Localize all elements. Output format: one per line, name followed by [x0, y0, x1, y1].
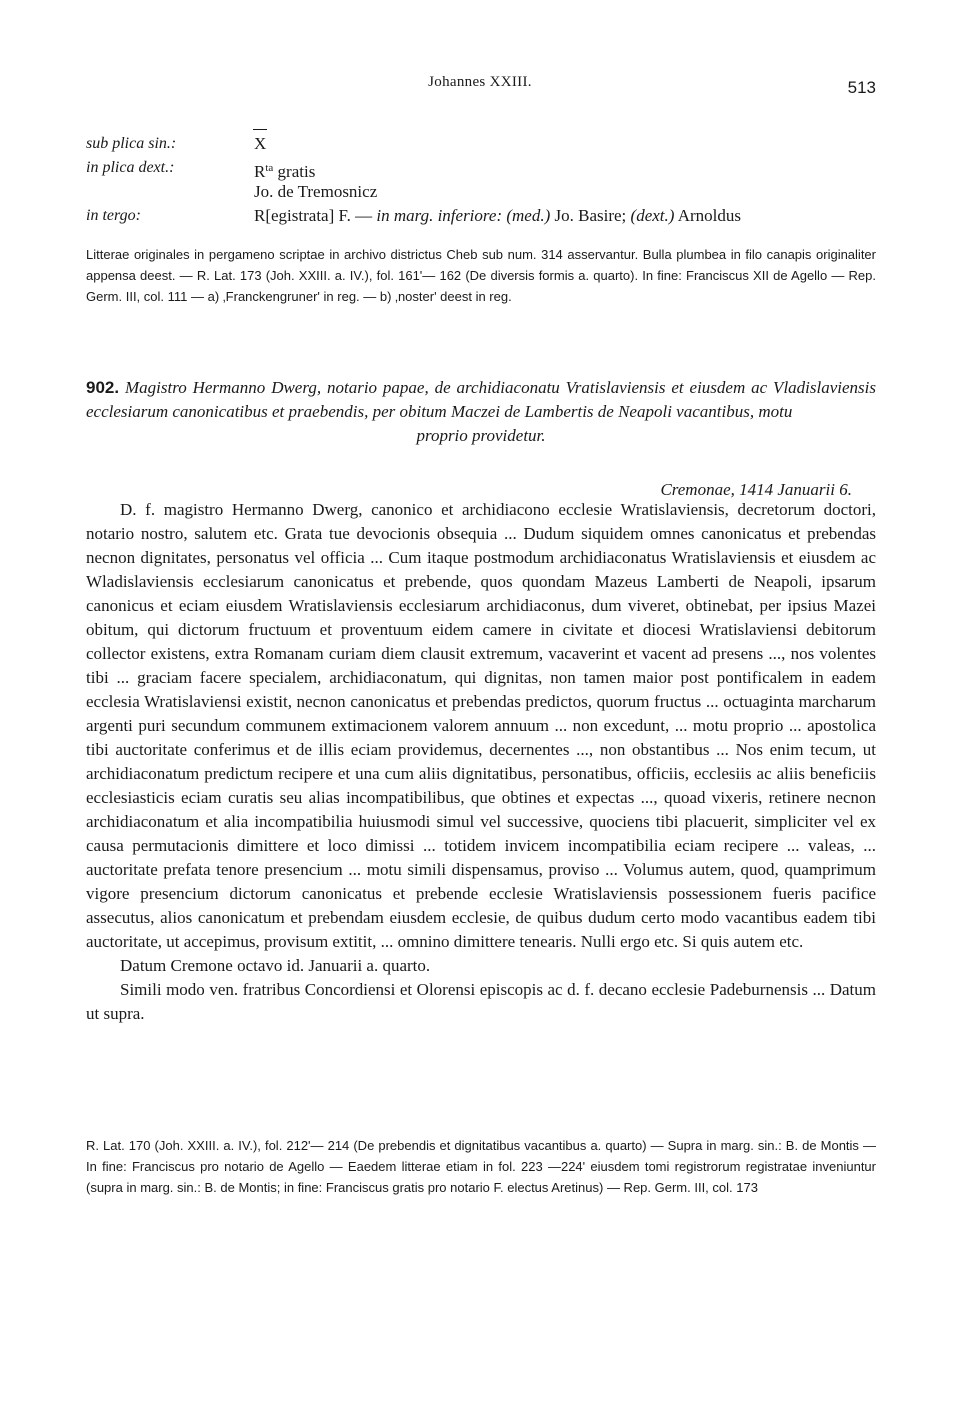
dateline: Cremonae, 1414 Januarii 6.: [660, 480, 852, 499]
sub-plica-label: sub plica sin.:: [86, 135, 177, 152]
in-tergo-label: in tergo:: [86, 207, 141, 224]
entry-regest-end: proprio providetur.: [416, 426, 546, 445]
archival-note-top: Litterae originales in pergameno scriptae in archivo districtus Cheb sub num. 314 asservantur. Bulla plumbea in filo canapis originaliter appensa deest. — R. Lat. 173 (Joh. XXIII. a. IV.), fol. 161'— 162 (De diversis formis a. quarto). In fine: Franciscus XII de Agello — Rep. Germ. III, col. 111 — a) ‚Franckengruner' in reg. — b) ‚noster' deest in reg.: [86, 247, 876, 304]
document-body: [86, 498, 876, 1026]
entry-regest: Magistro Hermanno Dwerg, notario papae, de archidiaconatu Vratislaviensis et eiusdem ac Vladislaviensis ecclesiarum canonicatibus et praebendis, per obitum Maczei de Lambertis de Neapoli vacantibus, motu: [86, 378, 876, 421]
entry-number: 902.: [86, 378, 120, 397]
in-plica-value: $R^{ta}$ gratis: [254, 162, 316, 181]
running-title: Johannes XXIII.: [428, 74, 532, 90]
in-tergo-row: [86, 204, 876, 228]
entry-heading: [86, 376, 876, 448]
in-plica-row-2: [86, 180, 876, 204]
in-plica-signature: Jo. de Tremosnicz: [254, 182, 378, 201]
sub-plica-row: [86, 132, 876, 156]
sub-plica-value: X: [254, 132, 266, 156]
page-number: 513: [847, 78, 876, 97]
body-paragraph-1: D. f. magistro Hermanno Dwerg, canonico et archidiacono ecclesie Wratislaviensis, decretorum doctori, notario nostro, salutem etc. Grata tue devocionis obsequia ... Dudum siquidem omnes canonicatus et prebendas necnon dignitates, personatus vel officia ... Cum itaque postmodum archidiaconatus Wratislaviensis et eiusdem ac Wladislaviensis ecclesiarum canonicatus et prebende, quos quondam Mazeus Lamberti de Neapoli, ipsarum canonicus et eciam eiusdem Wratislaviensis ecclesiarum archidiaconus, dum viveret, obtinebat, per ipsius Mazei obitum, qui dictorum fructuum et proventuum eidem camere in civitate et diocesi Wratislaviensi debitorum collector existens, extra Romanam curiam diem clausit extremum, vacaverint et vacent ad presens ..., nos volentes tibi ... graciam facere specialem, archidiaconatum, qui dignitas, non tamen maior post pontificalem in eadem ecclesia Wratislaviensi existit, necnon canonicatus et prebendas predictos, quorum fructus ... octuaginta marcharum argenti puri secundum communem extimacionem valorem annuum ... non excedunt, ... motu proprio ... apostolica tibi auctoritate conferimus et de illis eciam providemus, decernentes ..., non obstantibus ... Nos enim tecum, ut archidiaconatum predictum recipere et una cum aliis dignitatibus, personatibus, officiis, ecclesiis ac aliis beneficiis ecclesiasticis eciam curatis seu alias incompatibilibus, que obtines et expectas ..., quoad vixeris, retinere necnon archidiaconatum et alia incompatibilia huiusmodi simul vel successive, quociens tibi placuerit, simpliciter vel ex causa permutacionis dimittere et loco dimissi ... totidem invicem incompatibilia eciam recipere ... valeas, ... auctoritate prefata tenore presencium ... motu simili dispensamus, proviso ... Volumus autem, quod, quamprimum vigore presencium dictorum canonicatus et prebende ecclesie Wratislaviensis possessionem fueris pacifice assecutus, alios canonicatum et prebendam eiusdem ecclesie, de quibus dudum certo modo vacantibus eadem tibi auctoritate, ut accepimus, provisum extitit, ... omnino dimittere tenearis. Nulli ergo etc. Si quis autem etc.: [86, 500, 876, 951]
body-paragraph-3: Simili modo ven. fratribus Concordiensi et Olorensi episcopis ac d. f. decano ecclesie Padeburnensis ... Datum ut supra.: [86, 980, 876, 1023]
body-paragraph-2: Datum Cremone octavo id. Januarii a. quarto.: [120, 956, 431, 975]
in-plica-label: in plica dext.:: [86, 159, 175, 176]
in-plica-row: [86, 156, 876, 180]
archival-note-bottom: R. Lat. 170 (Joh. XXIII. a. IV.), fol. 212'— 214 (De prebendis et dignitatibus vacantibus a. quarto) — Supra in marg. sin.: B. de Montis — In fine: Franciscus pro notario de Agello — Eaedem litterae etiam in fol. 223 —224' eiusdem tomi registrorum registratae inveniuntur (supra in marg. sin.: B. de Montis; in fine: Franciscus gratis pro notario F. electus Aretinus) — Rep. Germ. III, col. 173: [86, 1138, 876, 1195]
in-tergo-value: R[egistrata] F. — in marg. inferiore: (med.) Jo. Basire; (dext.) Arnoldus: [254, 206, 742, 225]
endorsement-notes: [86, 132, 876, 228]
